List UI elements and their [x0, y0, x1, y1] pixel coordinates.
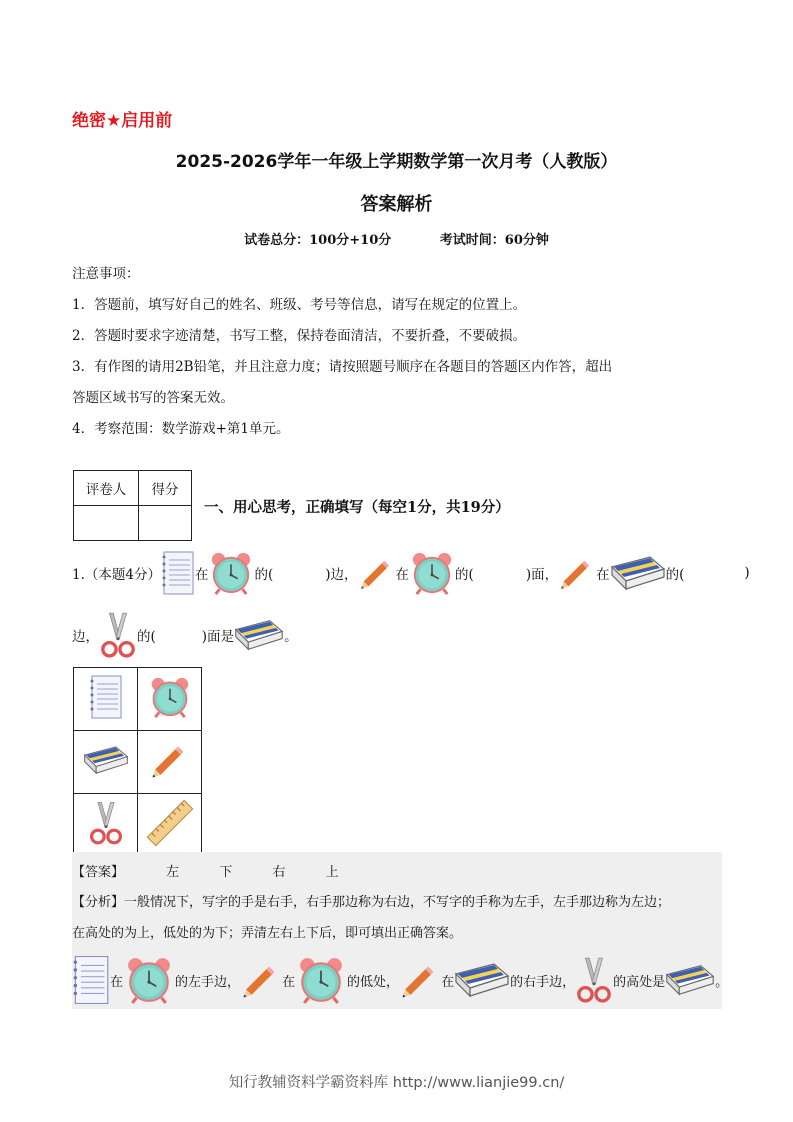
pencil-icon: [399, 959, 441, 1001]
analysis-line-1: [72, 891, 670, 910]
analysis-text: 一般情况下，写字的手是右手，右手那边称为右边，不写字的手称为左手，左手那边称为左边；: [124, 895, 671, 910]
text-zai: 在: [282, 974, 296, 990]
answer-value: 上: [325, 865, 339, 880]
question-number: 1.（本题4分）: [72, 567, 161, 583]
clock-icon: [123, 956, 175, 1004]
analysis-picture-line: [72, 955, 728, 1005]
notebook-icon: [72, 955, 110, 1005]
text-high: 的高处是: [613, 974, 666, 990]
exam-meta: [0, 229, 793, 248]
answer-block: [72, 852, 729, 1009]
total-score: 试卷总分：100分+10分: [244, 233, 392, 248]
answer-label: 【答案】: [72, 865, 125, 880]
text-bian: )边，: [325, 567, 358, 583]
scissors-icon: [575, 956, 613, 1004]
answer-value: 左: [166, 865, 180, 880]
confidential-label: 绝密★启用前: [72, 111, 173, 131]
text-mian: )面，: [525, 567, 559, 583]
note-item: 1．答题前，填写好自己的姓名、班级、考号等信息，请写在规定的位置上。: [72, 297, 527, 313]
clock-icon: [295, 956, 347, 1004]
text-period: 。: [284, 629, 298, 645]
text-zai: 在: [441, 974, 455, 990]
notes-heading: 注意事项：: [72, 266, 140, 282]
footer-text[interactable]: 知行教辅资料学霸资料库 http://www.lianjie99.cn/: [228, 1075, 565, 1091]
eraser-icon: [610, 553, 666, 593]
pencil-icon: [558, 554, 596, 592]
answer-value: 右: [272, 865, 286, 880]
note-item: 答题区域书写的答案无效。: [72, 390, 234, 406]
text-zai: 在: [110, 974, 124, 990]
note-item: 3．有作图的请用2B铅笔，并且注意力度；请按照题号顺序在各题目的答题区内作答，超出: [72, 359, 613, 375]
score-table: [73, 470, 192, 541]
eraser-icon: [234, 617, 284, 653]
grid-cell-scissors: [74, 794, 138, 857]
score-header: 得分: [139, 471, 192, 506]
note-item: 4．考察范围：数学游戏+第1单元。: [72, 421, 290, 437]
text-mian: )面是: [201, 629, 235, 645]
clock-icon: [148, 676, 192, 718]
text-zai: 在: [395, 567, 410, 583]
eraser-icon: [454, 960, 510, 1000]
grid-cell-clock: [138, 668, 202, 731]
text-left-side: 的左手边，: [175, 974, 241, 990]
text-right-side: 的右手边，: [510, 974, 576, 990]
question-1-line-2: [72, 610, 298, 660]
score-cell[interactable]: [139, 506, 192, 541]
notebook-icon: [161, 551, 195, 595]
eraser-icon: [665, 962, 715, 998]
text-period: 。: [715, 974, 729, 990]
pencil-icon: [358, 554, 396, 592]
text-de: 的(: [254, 567, 274, 583]
exam-time: 考试时间：60分钟: [439, 233, 549, 248]
clock-icon: [208, 551, 254, 595]
text-close: ): [744, 565, 750, 581]
scissors-icon: [99, 611, 137, 659]
text-de: 的(: [137, 629, 156, 645]
ruler-icon: [146, 799, 194, 847]
text-low: 的低处，: [347, 974, 400, 990]
grid-cell-ruler: [138, 794, 202, 857]
text-bian: 边，: [72, 629, 99, 645]
clock-icon: [409, 551, 455, 595]
eraser-icon: [83, 743, 129, 777]
grid-cell-pencil: [138, 731, 202, 794]
question-1-line-1: [72, 550, 750, 596]
text-zai: 在: [596, 567, 610, 583]
exam-subtitle: 答案解析: [360, 194, 433, 215]
text-de: 的(: [455, 567, 474, 583]
pencil-icon: [149, 739, 191, 781]
grid-cell-notebook: [74, 668, 138, 731]
text-zai: 在: [194, 567, 209, 583]
exam-title: 2025-2026学年一年级上学期数学第一次月考（人教版）: [175, 152, 618, 172]
object-grid: [73, 667, 202, 857]
section-title: 一、用心思考，正确填写（每空1分，共19分）: [204, 499, 510, 516]
analysis-line-2: 在高处的为上，低处的为下；弄清左右上下后，即可填出正确答案。: [72, 926, 463, 941]
answer-row: [72, 861, 339, 880]
analysis-label: 【分析】: [72, 895, 125, 910]
pencil-icon: [240, 959, 282, 1001]
note-item: 2．答题时要求字迹清楚，书写工整，保持卷面清洁，不要折叠，不要破损。: [72, 328, 527, 344]
text-de: 的(: [665, 567, 685, 583]
answer-value: 下: [219, 865, 233, 880]
notes: [72, 259, 732, 445]
grader-header: 评卷人: [74, 471, 139, 506]
notebook-icon: [89, 675, 123, 719]
scissors-icon: [88, 800, 124, 846]
grader-cell[interactable]: [74, 506, 139, 541]
grid-cell-eraser: [74, 731, 138, 794]
